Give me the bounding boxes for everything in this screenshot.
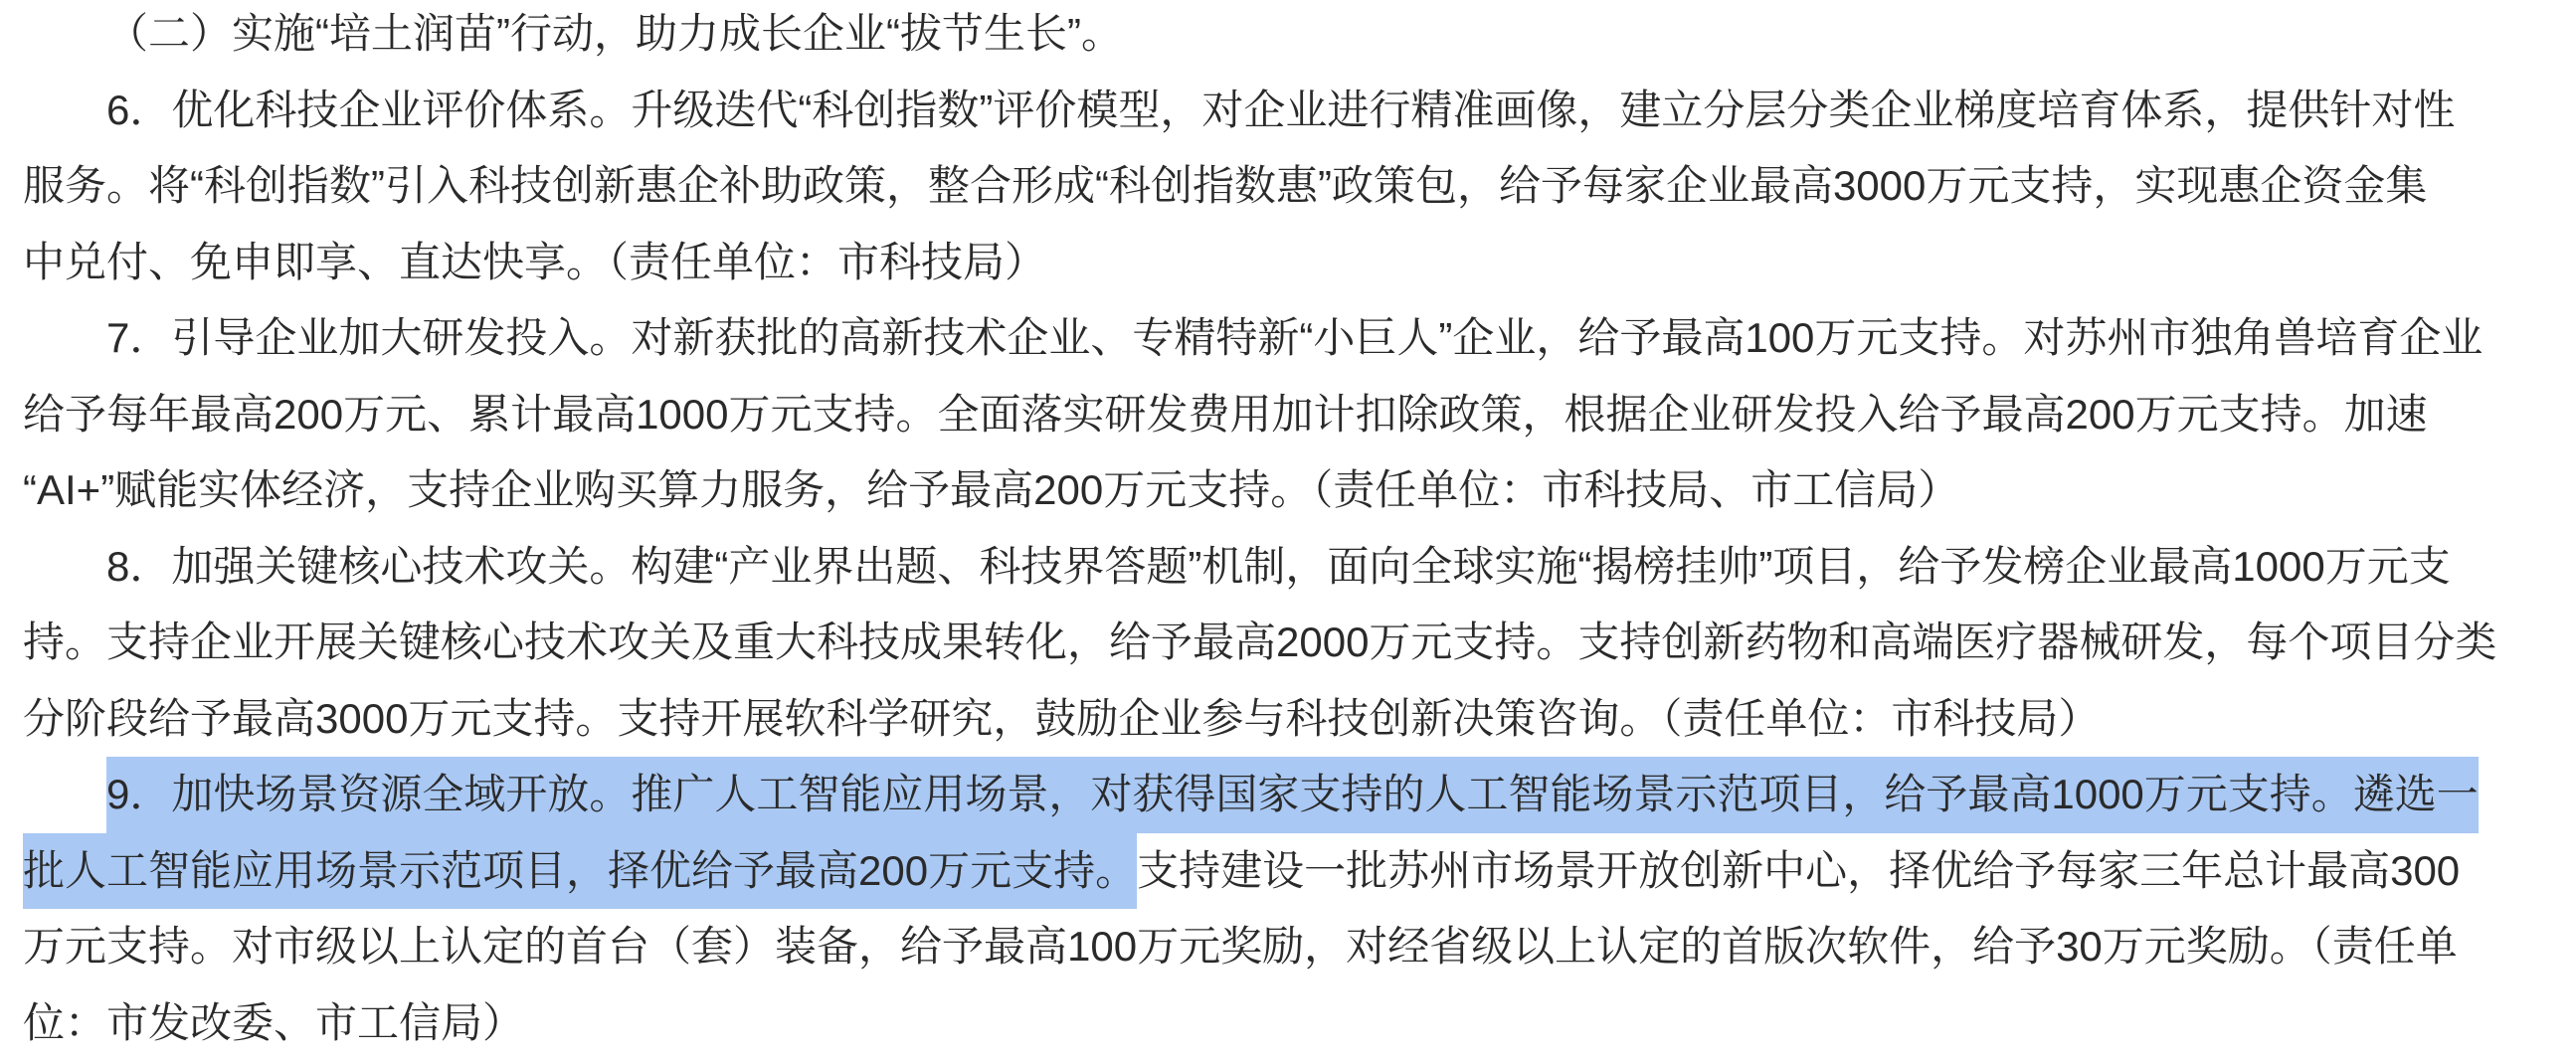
text-segment: 8．加强关键核心技术攻关。构建“产业界出题、科技界答题”机制，面向全球实施“揭榜挂帅”项目，给予发榜企业最高1000万元支 — [106, 542, 2451, 590]
text-line — [23, 225, 2536, 301]
text-line — [23, 833, 2536, 910]
selected-text-segment: 批人工智能应用场景示范项目，择优给予最高200万元支持。 — [23, 833, 1137, 910]
text-segment: 支持建设一批苏州市场景开放创新中心，择优给予每家三年总计最高300 — [1137, 846, 2461, 894]
text-line — [23, 377, 2536, 453]
text-line — [23, 757, 2536, 833]
text-segment: 给予每年最高200万元、累计最高1000万元支持。全面落实研发费用加计扣除政策，根据企业研发投入给予最高200万元支持。加速 — [23, 390, 2428, 438]
text-segment: 中兑付、免申即享、直达快享。（责任单位：市科技局） — [23, 238, 1047, 285]
selected-text-segment: 9．加快场景资源全域开放。推广人工智能应用场景，对获得国家支持的人工智能场景示范项目，给予最高1000万元支持。遴选一 — [106, 757, 2479, 833]
text-line — [23, 985, 2536, 1059]
text-line — [23, 605, 2536, 681]
text-line — [23, 452, 2536, 529]
text-line — [23, 529, 2536, 606]
text-segment: 持。支持企业开展关键核心技术攻关及重大科技成果转化，给予最高2000万元支持。支持创新药物和高端医疗器械研发，每个项目分类 — [23, 619, 2497, 665]
text-line — [23, 681, 2536, 758]
text-segment: 万元支持。对市级以上认定的首台（套）装备，给予最高100万元奖励，对经省级以上认定的首版次软件，给予30万元奖励。（责任单 — [23, 923, 2458, 970]
text-segment: （二）实施“培土润苗”行动，助力成长企业“拔节生长”。 — [106, 10, 1123, 57]
text-line — [23, 300, 2536, 377]
text-segment: 位：市发改委、市工信局） — [23, 998, 525, 1046]
text-segment: 6．优化科技企业评价体系。升级迭代“科创指数”评价模型，对企业进行精准画像，建立分层分类企业梯度培育体系，提供针对性 — [106, 86, 2456, 133]
text-segment: “AI+”赋能实体经济，支持企业购买算力服务，给予最高200万元支持。（责任单位：市科技局、市工信局） — [23, 466, 1960, 513]
text-segment: 7．引导企业加大研发投入。对新获批的高新技术企业、专精特新“小巨人”企业，给予最高100万元支持。对苏州市独角兽培育企业 — [106, 314, 2484, 361]
text-segment: 服务。将“科创指数”引入科技创新惠企补助政策，整合形成“科创指数惠”政策包，给予每家企业最高3000万元支持，实现惠企资金集 — [23, 162, 2428, 209]
text-line — [23, 148, 2536, 225]
text-line — [23, 73, 2536, 149]
text-line — [23, 909, 2536, 985]
text-line — [23, 0, 2536, 73]
text-segment: 分阶段给予最高3000万元支持。支持开展软科学研究，鼓励企业参与科技创新决策咨询。（责任单位：市科技局） — [23, 694, 2101, 742]
